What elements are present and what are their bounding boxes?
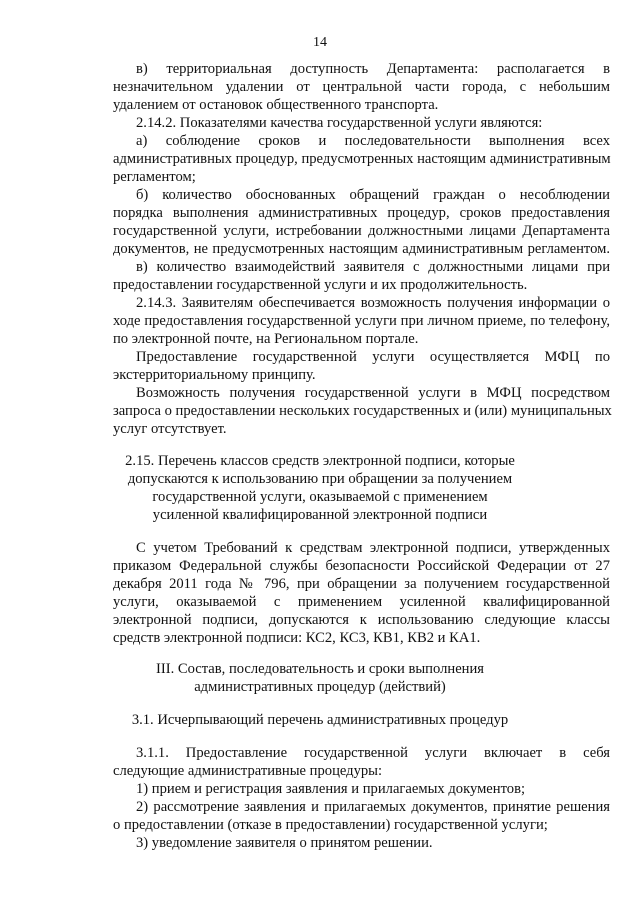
text-line: в) количество взаимодействий заявителя с должностными лицами при bbox=[136, 259, 610, 275]
text-line: экстерриториальному принципу. bbox=[113, 367, 316, 383]
chapter-heading-line: административных процедур (действий) bbox=[194, 679, 446, 695]
text-line: 2.14.2. Показателями качества государственной услуги являются: bbox=[136, 115, 543, 131]
text-line: средств электронной подписи: КС2, КС3, КВ1, КВ2 и КА1. bbox=[113, 630, 481, 646]
text-line: ходе предоставления государственной услуги при личном приеме, по телефону, bbox=[113, 313, 610, 329]
text-line: о предоставлении (отказе в предоставлении) государственной услуги; bbox=[113, 817, 548, 833]
section-heading-line: допускаются к использованию при обращении за получением bbox=[127, 471, 513, 487]
text-line: в) территориальная доступность Департамента: располагается в bbox=[136, 61, 610, 77]
chapter-heading-line: III. Состав, последовательность и сроки выполнения bbox=[155, 661, 485, 677]
subsection-heading: 3.1. Исчерпывающий перечень административных процедур bbox=[131, 712, 509, 728]
section-heading-line: усиленной квалифицированной электронной подписи bbox=[152, 507, 488, 523]
text-line: услуги, оказываемой с применением усиленной квалифицированной bbox=[113, 594, 610, 610]
text-line: б) количество обоснованных обращений граждан о несоблюдении bbox=[136, 187, 610, 203]
text-line: регламентом; bbox=[113, 169, 196, 185]
text-line: электронной подписи, допускаются к использованию следующие классы bbox=[113, 612, 610, 628]
text-line: 3.1.1. Предоставление государственной услуги включает в себя bbox=[136, 745, 610, 761]
text-line: удалением от остановок общественного транспорта. bbox=[113, 97, 439, 113]
text-line: 2.14.3. Заявителям обеспечивается возможность получения информации о bbox=[136, 295, 610, 311]
section-heading-line: государственной услуги, оказываемой с применением bbox=[152, 489, 488, 505]
text-line: государственной услуги, истребовании должностными лицами Департамента bbox=[113, 223, 610, 239]
text-line: порядка выполнения административных процедур, сроков предоставления bbox=[113, 205, 610, 221]
text-line: документов, не предусмотренных настоящим административным регламентом. bbox=[113, 241, 610, 257]
text-line: запроса о предоставлении нескольких государственных и (или) муниципальных bbox=[113, 403, 612, 419]
text-line: незначительном удалении от центральной части города, с небольшим bbox=[113, 79, 610, 95]
text-line: следующие административные процедуры: bbox=[113, 763, 383, 779]
list-item: 2) рассмотрение заявления и прилагаемых документов, принятие решения bbox=[136, 799, 610, 815]
text-line: административных процедур, предусмотренных настоящим административным bbox=[113, 151, 611, 167]
text-line: по электронной почте, на Региональном портале. bbox=[113, 331, 419, 347]
text-line: декабря 2011 года № 796, при обращении за получением государственной bbox=[113, 576, 610, 592]
text-line: услуг отсутствует. bbox=[113, 421, 227, 437]
text-line: Предоставление государственной услуги осуществляется МФЦ по bbox=[136, 349, 610, 365]
section-heading-line: 2.15. Перечень классов средств электронной подписи, которые bbox=[125, 453, 515, 469]
page-number: 14 bbox=[313, 35, 327, 50]
text-line: предоставлении государственной услуги и их продолжительность. bbox=[113, 277, 528, 293]
text-line: а) соблюдение сроков и последовательности выполнения всех bbox=[136, 133, 610, 149]
text-line: Возможность получения государственной услуги в МФЦ посредством bbox=[136, 385, 610, 401]
list-item: 1) прием и регистрация заявления и прилагаемых документов; bbox=[136, 781, 526, 797]
text-line: С учетом Требований к средствам электронной подписи, утвержденных bbox=[136, 540, 610, 556]
list-item: 3) уведомление заявителя о принятом решении. bbox=[136, 835, 433, 851]
text-line: приказом Федеральной службы безопасности Российской Федерации от 27 bbox=[113, 558, 610, 574]
